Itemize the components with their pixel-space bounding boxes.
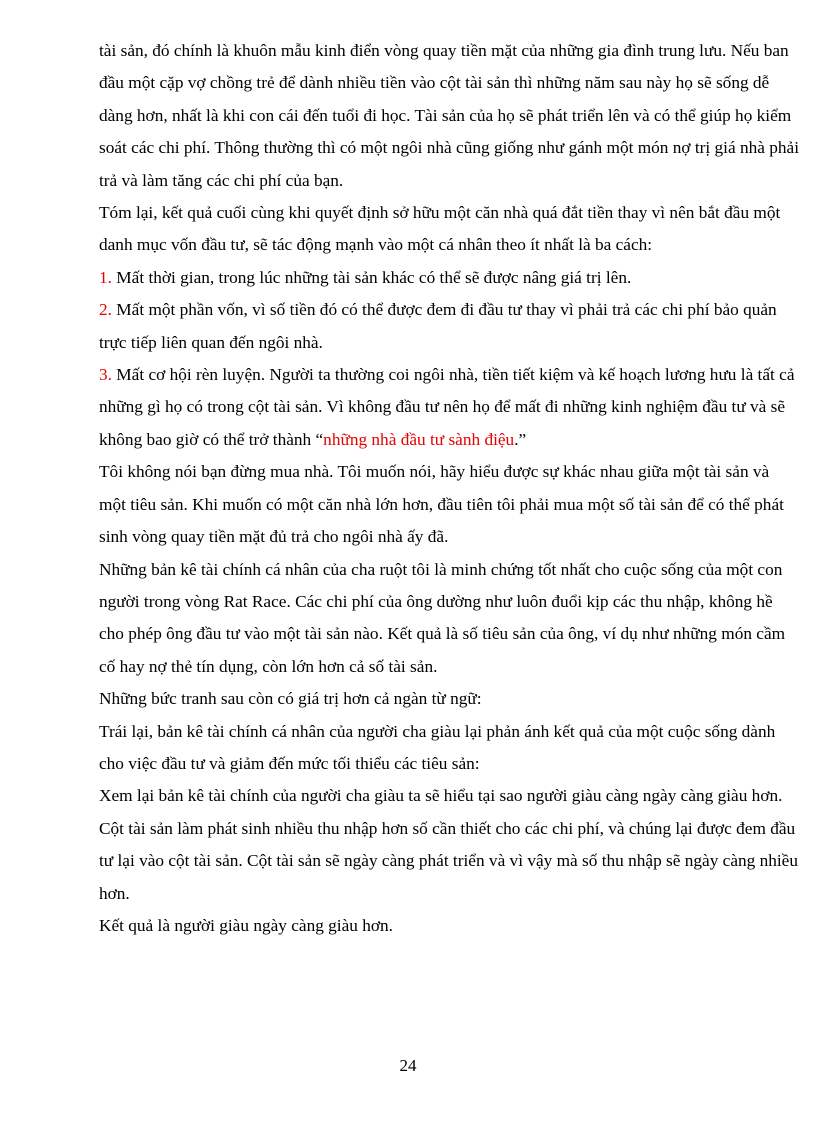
paragraph: [99, 456, 799, 553]
text-segment: Tóm lại, kết quả cuối cùng khi quyết định sở hữu một căn nhà quá đắt tiền thay vì nên bắt đầu một danh mục vốn đầu tư, sẽ tác động mạnh vào một cá nhân theo ít nhất là ba cách:: [99, 203, 781, 255]
list-number: 2.: [99, 300, 117, 320]
text-segment: Những bản kê tài chính cá nhân của cha ruột tôi là minh chứng tốt nhất cho cuộc sống của một con người trong vòng Rat Race. Các chi phí của ông dường như luôn đuổi kịp các thu nhập, không hề cho phép ông đầu tư vào một tài sản nào. Kết quả là số tiêu sản của ông, ví dụ như những món cầm cố hay nợ thẻ tín dụng, còn lớn hơn cả số tài sản.: [99, 559, 786, 676]
text-segment: Mất cơ hội rèn luyện. Người ta thường coi ngôi nhà, tiền tiết kiệm và kế hoạch lương hưu là tất cả những gì họ có trong cột tài sản. Vì không đầu tư nên họ để mất đi những kinh nghiệm đầu tư và sẽ không bao giờ có thể trở thành “: [99, 365, 795, 449]
paragraph: [99, 683, 799, 715]
paragraph: [99, 35, 799, 197]
text-segment: Xem lại bản kê tài chính của người cha giàu ta sẽ hiểu tại sao người giàu càng ngày càng giàu hơn. Cột tài sản làm phát sinh nhiều thu nhập hơn số cần thiết cho các chi phí, và chúng lại được đem đầu tư lại vào cột tài sản. Cột tài sản sẽ ngày càng phát triển và vì vậy mà số thu nhập sẽ ngày càng nhiều hơn.: [99, 786, 798, 903]
list-item: [99, 294, 799, 359]
text-segment: Kết quả là người giàu ngày càng giàu hơn.: [99, 915, 393, 935]
paragraph: [99, 716, 799, 781]
paragraph: [99, 910, 799, 942]
paragraph: [99, 554, 799, 684]
page-body: [99, 35, 799, 942]
text-segment: Những bức tranh sau còn có giá trị hơn cả ngàn từ ngữ:: [99, 689, 482, 709]
text-segment: Trái lại, bản kê tài chính cá nhân của người cha giàu lại phản ánh kết quả của một cuộc sống dành cho việc đầu tư và giảm đến mức tối thiểu các tiêu sản:: [99, 721, 776, 773]
text-segment: .”: [514, 429, 527, 449]
text-segment: Tôi không nói bạn đừng mua nhà. Tôi muốn nói, hãy hiểu được sự khác nhau giữa một tài sản và một tiêu sản. Khi muốn có một căn nhà lớn hơn, đầu tiên tôi phải mua một số tài sản để có thể phát sinh vòng quay tiền mặt đủ trả cho ngôi nhà ấy đã.: [99, 462, 784, 547]
paragraph: [99, 197, 799, 262]
paragraph: [99, 780, 799, 910]
highlighted-text: những nhà đầu tư sành điệu: [323, 429, 515, 449]
list-item: [99, 262, 799, 294]
list-number: 1.: [99, 267, 117, 287]
text-segment: Mất thời gian, trong lúc những tài sản khác có thể sẽ được nâng giá trị lên.: [116, 267, 632, 287]
text-segment: Mất một phần vốn, vì số tiền đó có thể được đem đi đầu tư thay vì phải trả các chi phí bảo quản trực tiếp liên quan đến ngôi nhà.: [99, 300, 777, 352]
text-segment: tài sản, đó chính là khuôn mẫu kinh điển vòng quay tiền mặt của những gia đình trung lưu. Nếu ban đầu một cặp vợ chồng trẻ để dành nhiều tiền vào cột tài sản thì những năm sau này họ sẽ sống dễ dàng hơn, nhất là khi con cái đến tuổi đi học. Tài sản của họ sẽ phát triển lên và có thể giúp họ kiểm soát các chi phí. Thông thường thì có một ngôi nhà cũng giống như gánh một món nợ trị giá nhà phải trả và làm tăng các chi phí của bạn.: [99, 41, 799, 190]
list-number: 3.: [99, 365, 117, 385]
page-number: 24: [399, 1056, 417, 1075]
list-item: [99, 359, 799, 456]
